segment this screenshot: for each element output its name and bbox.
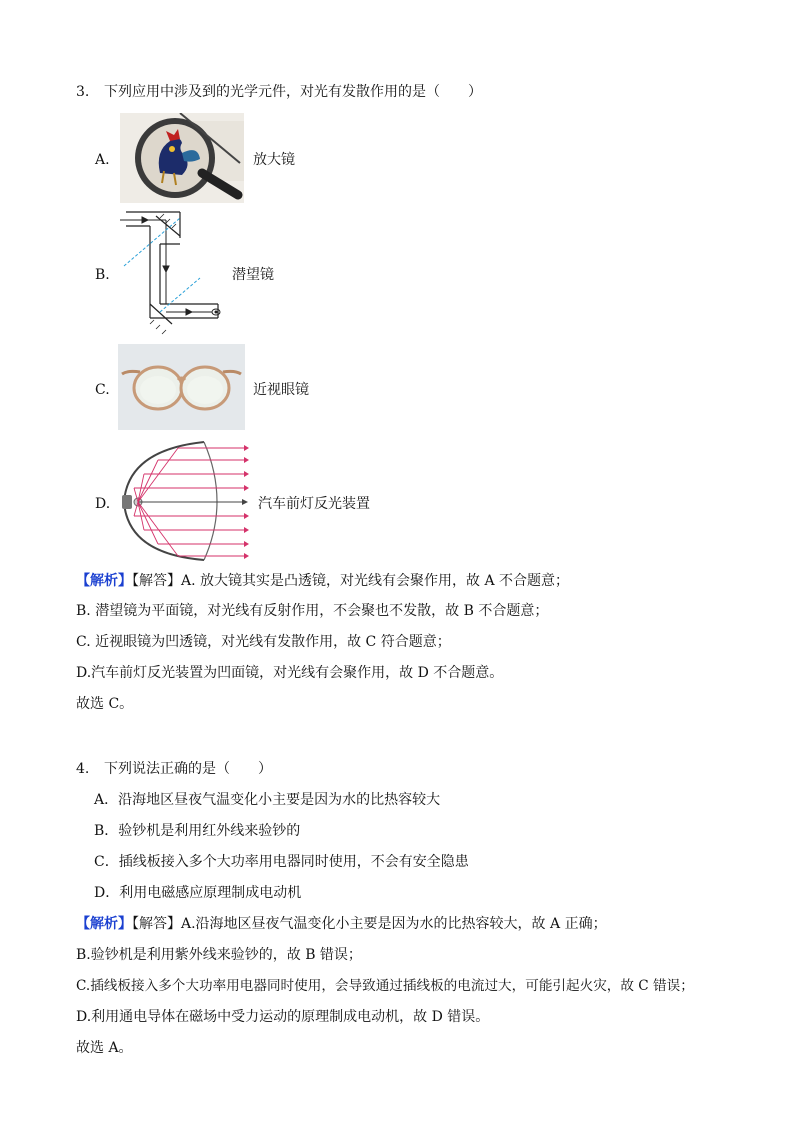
q4-number: 4. xyxy=(76,761,90,777)
periscope-diagram xyxy=(120,208,226,338)
q3-option-c-text: 近视眼镜 xyxy=(253,382,309,398)
q3-option-d-text: 汽车前灯反光装置 xyxy=(258,496,370,512)
q4-answer: 故选 A。 xyxy=(76,1040,133,1056)
q3-analysis-line-1 xyxy=(76,571,569,591)
q4-analysis-line-3: C.插线板接入多个大功率用电器同时使用，会导致通过插线板的电流过大，可能引起火灾，故 C 错误； xyxy=(76,978,694,994)
q3-option-b-text: 潜望镜 xyxy=(232,267,274,283)
q4-option-c: C．插线板接入多个大功率用电器同时使用，不会有安全隐患 xyxy=(94,854,469,870)
q3-stem: 下列应用中涉及到的光学元件，对光有发散作用的是（ ） xyxy=(104,84,482,100)
q3-option-c-letter: C. xyxy=(95,382,110,398)
q3-option-b-letter: B. xyxy=(95,267,110,283)
q3-number: 3. xyxy=(76,84,90,100)
q4-analysis-line-1 xyxy=(76,914,607,934)
q3-analysis-line-4: D.汽车前灯反光装置为凹面镜，对光线有会聚作用，故 D 不合题意。 xyxy=(76,665,504,681)
q4-option-b: B．验钞机是利用红外线来验钞的 xyxy=(94,823,301,839)
headlight-reflector-diagram xyxy=(118,440,252,562)
q4-option-a: A．沿海地区昼夜气温变化小主要是因为水的比热容较大 xyxy=(94,792,441,808)
q3-option-d-letter: D. xyxy=(95,496,111,512)
q4-option-d: D．利用电磁感应原理制成电动机 xyxy=(94,885,302,901)
magnifier-photo xyxy=(120,113,244,203)
q4-analysis-text-a: A.沿海地区昼夜气温变化小主要是因为水的比热容较大，故 A 正确； xyxy=(181,916,607,932)
q3-answer: 故选 C。 xyxy=(76,696,134,712)
q3-option-a-text: 放大镜 xyxy=(253,152,295,168)
q3-analysis-line-3: C. 近视眼镜为凹透镜，对光线有发散作用，故 C 符合题意； xyxy=(76,634,451,650)
q3-analysis-text-a: A. 放大镜其实是凸透镜，对光线有会聚作用，故 A 不合题意； xyxy=(181,573,570,589)
q3-option-a-letter: A. xyxy=(95,152,110,168)
q4-analysis-line-2: B.验钞机是利用紫外线来验钞的，故 B 错误； xyxy=(76,947,362,963)
glasses-photo xyxy=(118,344,245,430)
answer-tag: 【解答】 xyxy=(132,573,181,589)
analysis-tag: 【解析】 xyxy=(76,916,132,932)
q3-analysis-line-2: B. 潜望镜为平面镜，对光线有反射作用，不会聚也不发散，故 B 不合题意； xyxy=(76,603,549,619)
answer-tag: 【解答】 xyxy=(132,916,181,932)
q4-analysis-line-4: D.利用通电导体在磁场中受力运动的原理制成电动机，故 D 错误。 xyxy=(76,1009,490,1025)
q4-stem: 下列说法正确的是（ ） xyxy=(104,761,272,777)
analysis-tag: 【解析】 xyxy=(76,573,132,589)
